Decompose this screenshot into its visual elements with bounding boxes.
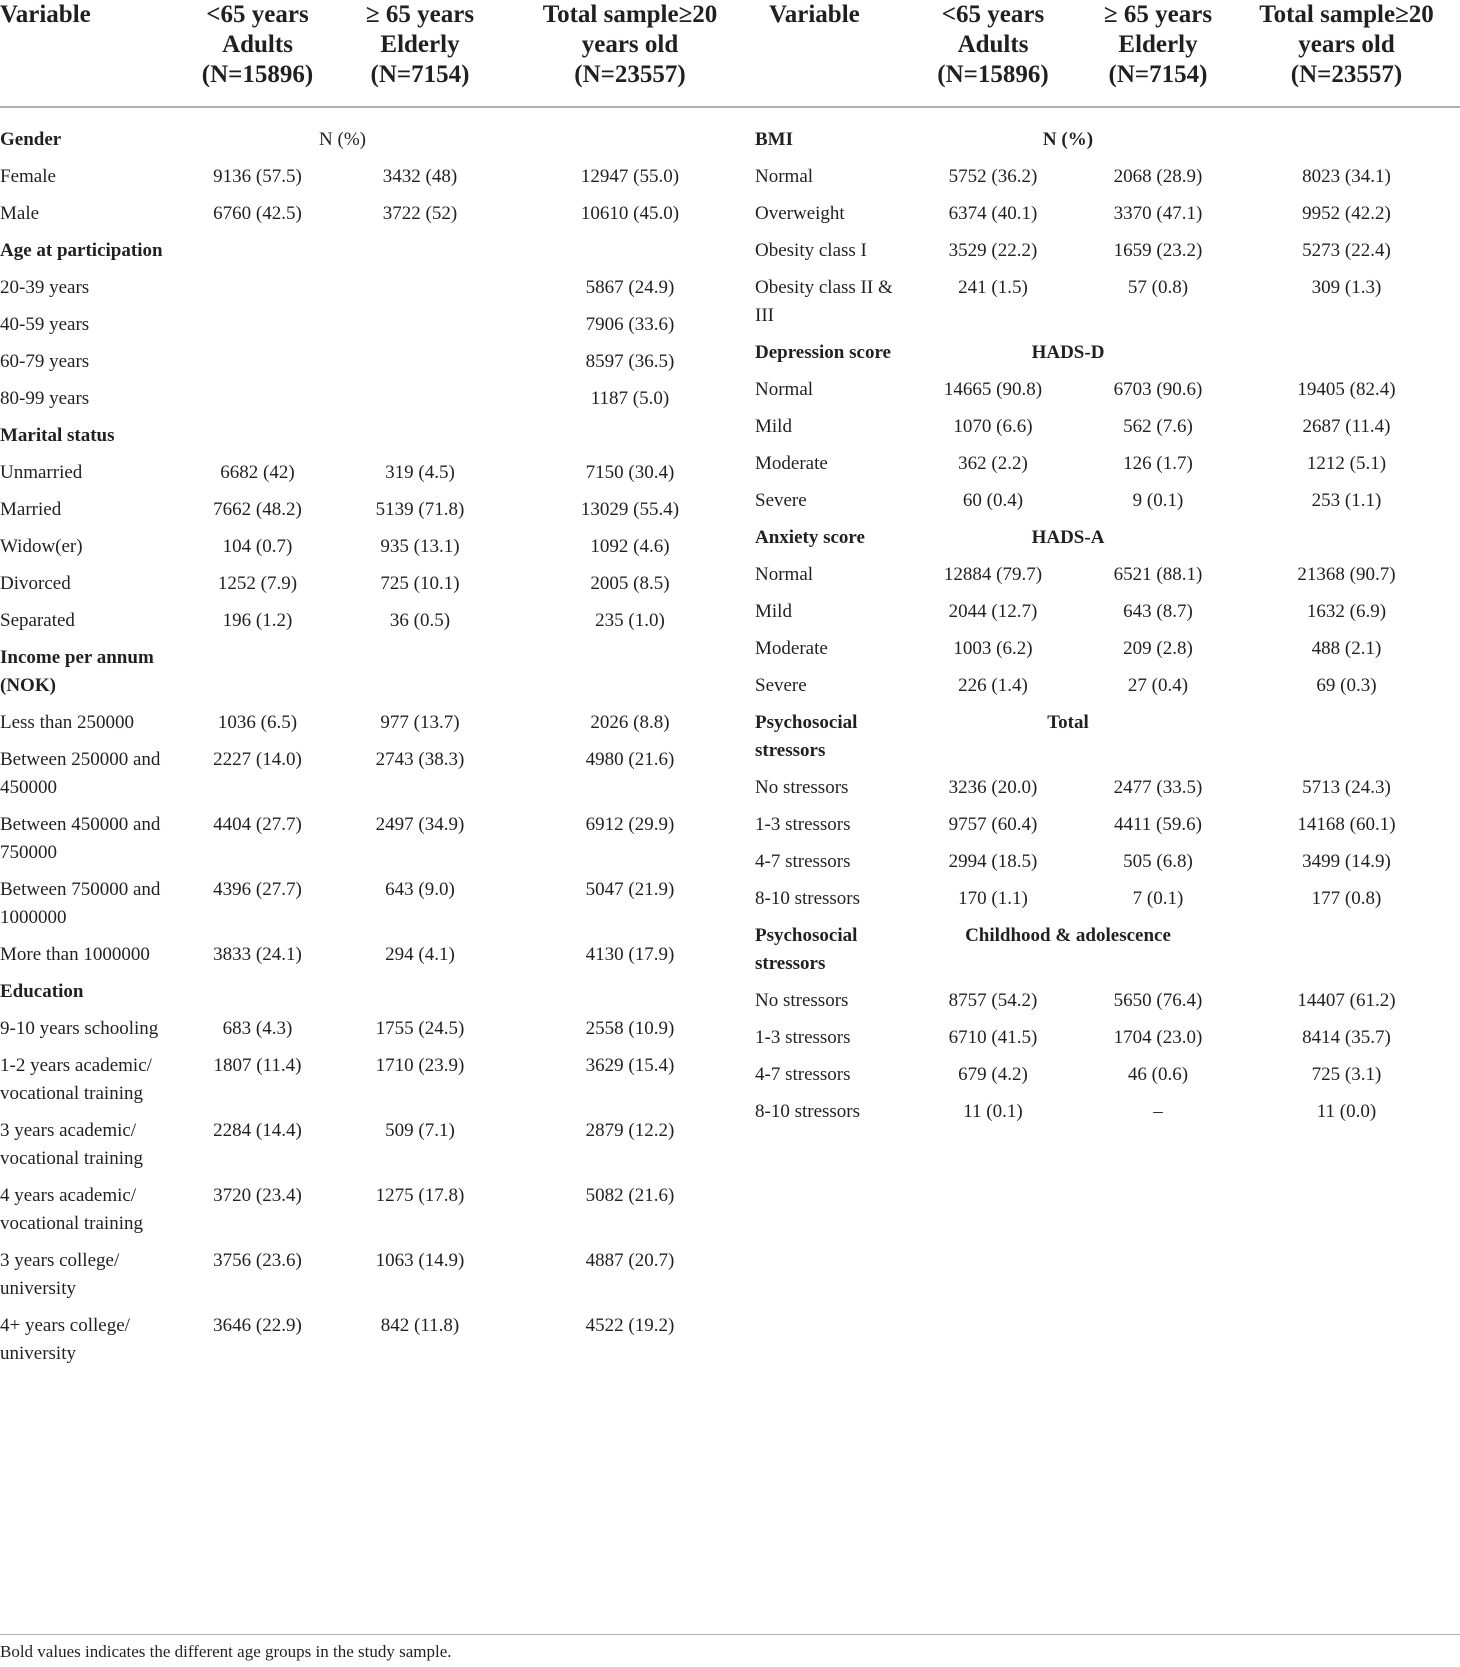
adults-value: 14665 (90.8) <box>943 379 1043 400</box>
elderly-value: 7 (0.1) <box>1132 888 1184 909</box>
row-label: Less than 250000 <box>0 712 135 733</box>
adults-value: 12884 (79.7) <box>943 564 1043 585</box>
row-label: 8-10 stressors <box>755 888 861 909</box>
section-measure-label: Total <box>1047 712 1089 733</box>
header-elderly <box>1083 0 1233 107</box>
table-row <box>755 631 1460 668</box>
total-value: 309 (1.3) <box>1311 277 1382 298</box>
section-label: Psychosocial stressors <box>755 925 858 974</box>
empty-cell <box>1233 520 1460 557</box>
section-label: BMI <box>755 129 793 150</box>
row-label: Married <box>0 499 62 520</box>
row-label: 3 years college/ university <box>0 1250 120 1299</box>
adults-value: 8757 (54.2) <box>948 990 1038 1011</box>
elderly-value: 1704 (23.0) <box>1113 1027 1203 1048</box>
header-elderly-line3: (N=7154) <box>1108 61 1208 88</box>
total-value: 2005 (8.5) <box>590 573 670 594</box>
total-value: 14168 (60.1) <box>1297 814 1396 835</box>
elderly-value: 643 (9.0) <box>385 879 455 900</box>
elderly-value: 505 (6.8) <box>1123 851 1193 872</box>
section-row <box>0 418 755 455</box>
table-row <box>755 233 1460 270</box>
section-measure-label: Childhood & adolescence <box>965 925 1171 946</box>
total-value: 4980 (21.6) <box>585 749 675 770</box>
elderly-value: 2068 (28.9) <box>1113 166 1203 187</box>
empty-cell <box>1233 107 1460 159</box>
row-label: 8-10 stressors <box>755 1101 861 1122</box>
row-label: Separated <box>0 610 75 631</box>
row-label: Unmarried <box>0 462 83 483</box>
adults-value: 6710 (41.5) <box>948 1027 1038 1048</box>
row-label: 1-3 stressors <box>755 1027 851 1048</box>
row-label: 4 years academic/ vocational training <box>0 1185 143 1234</box>
table-row <box>0 807 755 872</box>
section-row <box>755 107 1460 159</box>
total-value: 7150 (30.4) <box>585 462 675 483</box>
row-label: Widow(er) <box>0 536 83 557</box>
table-row <box>755 807 1460 844</box>
elderly-value: 2497 (34.9) <box>375 814 465 835</box>
table-row <box>0 603 755 640</box>
table-row <box>0 872 755 937</box>
total-value: 2687 (11.4) <box>1302 416 1391 437</box>
total-value: 8414 (35.7) <box>1302 1027 1391 1048</box>
elderly-value: 319 (4.5) <box>385 462 455 483</box>
total-value: 14407 (61.2) <box>1297 990 1396 1011</box>
adults-value <box>180 307 335 344</box>
table-row <box>755 881 1460 918</box>
table-row <box>0 307 755 344</box>
header-total-line2: years old <box>1298 31 1395 58</box>
total-value: 19405 (82.4) <box>1297 379 1396 400</box>
adults-value: 683 (4.3) <box>222 1018 293 1039</box>
total-value: 13029 (55.4) <box>580 499 680 520</box>
total-value: 8023 (34.1) <box>1302 166 1391 187</box>
adults-value: 1252 (7.9) <box>217 573 298 594</box>
adults-value: 1070 (6.6) <box>953 416 1033 437</box>
table-row <box>755 1094 1460 1131</box>
table-row <box>755 159 1460 196</box>
section-measure-label: HADS-A <box>1031 527 1105 548</box>
section-row <box>0 107 755 159</box>
adults-value: 362 (2.2) <box>958 453 1028 474</box>
empty-cell <box>505 233 755 270</box>
elderly-value: 36 (0.5) <box>389 610 451 631</box>
total-value: 4130 (17.9) <box>585 944 675 965</box>
section-measure-label <box>180 418 505 455</box>
elderly-value <box>335 270 505 307</box>
header-row <box>755 0 1460 107</box>
total-value: 1187 (5.0) <box>590 388 670 409</box>
elderly-value: 725 (10.1) <box>380 573 460 594</box>
elderly-value: 935 (13.1) <box>380 536 460 557</box>
elderly-value: 3370 (47.1) <box>1113 203 1203 224</box>
section-label: Age at participation <box>0 240 163 261</box>
table-row <box>0 196 755 233</box>
elderly-value: 6703 (90.6) <box>1113 379 1203 400</box>
adults-value: 3646 (22.9) <box>213 1315 302 1336</box>
row-label: Divorced <box>0 573 71 594</box>
elderly-value: 3432 (48) <box>382 166 458 187</box>
elderly-value: 294 (4.1) <box>385 944 455 965</box>
elderly-value: 977 (13.7) <box>380 712 460 733</box>
total-value: 5273 (22.4) <box>1302 240 1391 261</box>
total-value: 5713 (24.3) <box>1302 777 1391 798</box>
header-adults-line2: Adults <box>957 31 1029 58</box>
adults-value: 6760 (42.5) <box>213 203 302 224</box>
header-variable <box>0 0 180 107</box>
row-label: Mild <box>755 601 792 622</box>
table-row <box>755 668 1460 705</box>
total-value: 5867 (24.9) <box>585 277 675 298</box>
adults-value: 104 (0.7) <box>222 536 293 557</box>
adults-value: 3236 (20.0) <box>948 777 1038 798</box>
adults-value: 170 (1.1) <box>958 888 1028 909</box>
section-label: Income per annum (NOK) <box>0 647 154 696</box>
section-label: Psychosocial stressors <box>755 712 858 761</box>
adults-value: 196 (1.2) <box>222 610 293 631</box>
elderly-value: 1275 (17.8) <box>375 1185 465 1206</box>
table-right-half <box>755 0 1460 1131</box>
total-value: 8597 (36.5) <box>585 351 675 372</box>
total-value: 7906 (33.6) <box>585 314 675 335</box>
total-value: 11 (0.0) <box>1316 1101 1377 1122</box>
header-variable-text: Variable <box>769 1 860 28</box>
adults-value: 241 (1.5) <box>958 277 1028 298</box>
row-label: Mild <box>755 416 792 437</box>
adults-value: 2227 (14.0) <box>213 749 302 770</box>
row-label: Severe <box>755 675 807 696</box>
header-total-line3: (N=23557) <box>1290 61 1403 88</box>
header-adults-line1: <65 years <box>206 1 309 28</box>
adults-value: 4404 (27.7) <box>213 814 302 835</box>
elderly-value: 46 (0.6) <box>1127 1064 1189 1085</box>
adults-value: 2284 (14.4) <box>213 1120 302 1141</box>
empty-cell <box>505 107 755 159</box>
row-label: Normal <box>755 379 814 400</box>
table-row <box>0 455 755 492</box>
total-value: 177 (0.8) <box>1311 888 1382 909</box>
total-value: 2879 (12.2) <box>585 1120 675 1141</box>
elderly-value: 1063 (14.9) <box>375 1250 465 1271</box>
header-adults <box>180 0 335 107</box>
adults-value: 1036 (6.5) <box>217 712 298 733</box>
adults-value: 7662 (48.2) <box>213 499 302 520</box>
table-row <box>0 381 755 418</box>
adults-value <box>180 270 335 307</box>
table-left-half <box>0 0 755 1373</box>
row-label: 80-99 years <box>0 388 90 409</box>
row-label: 40-59 years <box>0 314 90 335</box>
total-value: 488 (2.1) <box>1311 638 1382 659</box>
row-label: 9-10 years schooling <box>0 1018 159 1039</box>
row-label: Normal <box>755 166 814 187</box>
row-label: Between 450000 and 750000 <box>0 814 161 863</box>
header-adults-line3: (N=15896) <box>937 61 1049 88</box>
elderly-value: 57 (0.8) <box>1127 277 1189 298</box>
section-measure-label: N (%) <box>1042 129 1094 150</box>
header-elderly-line1: ≥ 65 years <box>365 1 475 28</box>
header-elderly <box>335 0 505 107</box>
table-row <box>0 937 755 974</box>
adults-value: 1807 (11.4) <box>213 1055 302 1076</box>
table-row <box>755 1020 1460 1057</box>
table-row <box>755 446 1460 483</box>
elderly-value: 1755 (24.5) <box>375 1018 465 1039</box>
total-value: 3499 (14.9) <box>1302 851 1391 872</box>
table-row <box>0 1011 755 1048</box>
table-row <box>755 983 1460 1020</box>
row-label: 60-79 years <box>0 351 90 372</box>
table-row <box>755 770 1460 807</box>
section-row <box>0 233 755 270</box>
header-adults-line2: Adults <box>222 31 293 58</box>
adults-value: 60 (0.4) <box>962 490 1024 511</box>
elderly-value: 9 (0.1) <box>1132 490 1184 511</box>
elderly-value: 2743 (38.3) <box>375 749 465 770</box>
row-label: Normal <box>755 564 814 585</box>
total-value: 2026 (8.8) <box>590 712 670 733</box>
section-measure-label <box>180 640 505 705</box>
total-value: 4522 (19.2) <box>585 1315 675 1336</box>
empty-cell <box>1233 918 1460 983</box>
elderly-value: 842 (11.8) <box>380 1315 460 1336</box>
row-label: 4+ years college/ university <box>0 1315 130 1364</box>
total-value: 725 (3.1) <box>1311 1064 1382 1085</box>
table-row <box>0 1048 755 1113</box>
table-row <box>0 270 755 307</box>
empty-cell <box>1233 705 1460 770</box>
section-measure-label: N (%) <box>319 129 366 150</box>
adults-value: 2994 (18.5) <box>948 851 1038 872</box>
section-measure-label: HADS-D <box>1031 342 1105 363</box>
elderly-value: 5139 (71.8) <box>375 499 465 520</box>
empty-cell <box>505 418 755 455</box>
table-row <box>0 344 755 381</box>
right-table-body <box>755 107 1460 1131</box>
header-total-line1: Total sample≥20 <box>1259 1 1434 28</box>
adults-value: 6682 (42) <box>220 462 295 483</box>
table-row <box>0 159 755 196</box>
header-total <box>1233 0 1460 107</box>
table-row <box>0 1113 755 1178</box>
elderly-value: 2477 (33.5) <box>1113 777 1203 798</box>
section-row <box>755 918 1460 983</box>
elderly-value: 643 (8.7) <box>1123 601 1193 622</box>
adults-value: 3756 (23.6) <box>213 1250 302 1271</box>
total-value: 1632 (6.9) <box>1306 601 1387 622</box>
header-total-line1: Total sample≥20 <box>542 1 718 28</box>
row-label: 4-7 stressors <box>755 851 851 872</box>
adults-value: 5752 (36.2) <box>948 166 1038 187</box>
elderly-value: 126 (1.7) <box>1123 453 1193 474</box>
header-total-line3: (N=23557) <box>574 61 686 88</box>
total-value: 2558 (10.9) <box>585 1018 675 1039</box>
header-adults <box>903 0 1083 107</box>
elderly-value: 562 (7.6) <box>1123 416 1193 437</box>
elderly-value: 3722 (52) <box>382 203 458 224</box>
table-row <box>0 566 755 603</box>
table-row <box>0 742 755 807</box>
table-row <box>0 1178 755 1243</box>
total-value: 1212 (5.1) <box>1306 453 1387 474</box>
empty-cell <box>1233 335 1460 372</box>
left-table-body <box>0 107 755 1373</box>
section-measure-label <box>180 974 505 1011</box>
adults-value: 3720 (23.4) <box>213 1185 302 1206</box>
total-value: 10610 (45.0) <box>580 203 680 224</box>
row-label: 3 years academic/ vocational training <box>0 1120 143 1169</box>
header-elderly-line2: Elderly <box>380 31 460 58</box>
adults-value <box>180 381 335 418</box>
elderly-value: 1659 (23.2) <box>1113 240 1203 261</box>
row-label: 1-3 stressors <box>755 814 851 835</box>
header-variable-text: Variable <box>0 1 91 28</box>
header-variable <box>755 0 903 107</box>
section-measure-label <box>180 233 505 270</box>
table-row <box>755 483 1460 520</box>
row-label: Obesity class II & III <box>755 277 893 326</box>
table-row <box>755 270 1460 335</box>
table-row <box>755 844 1460 881</box>
table-row <box>0 705 755 742</box>
elderly-value: 509 (7.1) <box>385 1120 455 1141</box>
row-label: 1-2 years academic/ vocational training <box>0 1055 152 1104</box>
adults-value: 11 (0.1) <box>963 1101 1023 1122</box>
section-label: Anxiety score <box>755 527 865 548</box>
elderly-value: 6521 (88.1) <box>1113 564 1203 585</box>
elderly-value <box>335 381 505 418</box>
header-elderly-line2: Elderly <box>1118 31 1198 58</box>
header-total <box>505 0 755 107</box>
table-row <box>755 557 1460 594</box>
row-label: More than 1000000 <box>0 944 150 965</box>
section-label: Gender <box>0 129 62 150</box>
adults-value: 9757 (60.4) <box>948 814 1038 835</box>
header-adults-line3: (N=15896) <box>201 61 314 88</box>
table-row <box>755 1057 1460 1094</box>
adults-value: 1003 (6.2) <box>953 638 1033 659</box>
total-value: 9952 (42.2) <box>1302 203 1391 224</box>
adults-value: 2044 (12.7) <box>948 601 1038 622</box>
section-label: Education <box>0 981 84 1002</box>
row-label: Moderate <box>755 453 828 474</box>
section-row <box>755 520 1460 557</box>
elderly-value: 1710 (23.9) <box>375 1055 465 1076</box>
bottom-rule <box>0 1634 1460 1635</box>
total-value: 253 (1.1) <box>1311 490 1382 511</box>
row-label: Male <box>0 203 40 224</box>
header-row <box>0 0 755 107</box>
row-label: Between 250000 and 450000 <box>0 749 161 798</box>
row-label: 20-39 years <box>0 277 90 298</box>
adults-value: 679 (4.2) <box>958 1064 1028 1085</box>
row-label: No stressors <box>755 777 849 798</box>
total-value: 1092 (4.6) <box>590 536 670 557</box>
table-footnote: Bold values indicates the different age groups in the study sample. <box>0 1642 452 1661</box>
adults-value: 4396 (27.7) <box>213 879 302 900</box>
total-value: 4887 (20.7) <box>585 1250 675 1271</box>
total-value: 235 (1.0) <box>595 610 665 631</box>
elderly-value: 5650 (76.4) <box>1113 990 1203 1011</box>
total-value: 12947 (55.0) <box>580 166 680 187</box>
adults-value: 3529 (22.2) <box>948 240 1038 261</box>
table-row <box>0 1243 755 1308</box>
adults-value: 226 (1.4) <box>958 675 1028 696</box>
row-label: Severe <box>755 490 807 511</box>
table-row <box>0 1308 755 1373</box>
total-value: 6912 (29.9) <box>585 814 675 835</box>
empty-cell <box>505 974 755 1011</box>
header-elderly-line1: ≥ 65 years <box>1103 1 1213 28</box>
section-row <box>0 974 755 1011</box>
section-row <box>755 335 1460 372</box>
total-value: 69 (0.3) <box>1316 675 1377 696</box>
table-row <box>755 196 1460 233</box>
table-row <box>0 492 755 529</box>
table-row <box>755 594 1460 631</box>
table-row <box>0 529 755 566</box>
header-total-line2: years old <box>581 31 679 58</box>
total-value: 3629 (15.4) <box>585 1055 675 1076</box>
elderly-value: 209 (2.8) <box>1123 638 1193 659</box>
row-label: No stressors <box>755 990 849 1011</box>
section-row <box>0 640 755 705</box>
header-elderly-line3: (N=7154) <box>370 61 470 88</box>
row-label: 4-7 stressors <box>755 1064 851 1085</box>
elderly-value: 27 (0.4) <box>1127 675 1189 696</box>
adults-value: 9136 (57.5) <box>213 166 302 187</box>
row-label: Between 750000 and 1000000 <box>0 879 161 928</box>
row-label: Obesity class I <box>755 240 867 261</box>
row-label: Overweight <box>755 203 845 224</box>
header-adults-line1: <65 years <box>941 1 1045 28</box>
section-label: Depression score <box>755 342 891 363</box>
total-value: 5082 (21.6) <box>585 1185 675 1206</box>
row-label: Moderate <box>755 638 828 659</box>
elderly-value <box>335 307 505 344</box>
total-value: 21368 (90.7) <box>1297 564 1396 585</box>
table-row <box>755 409 1460 446</box>
total-value: 5047 (21.9) <box>585 879 675 900</box>
section-label: Marital status <box>0 425 115 446</box>
row-label: Female <box>0 166 56 187</box>
elderly-value <box>335 344 505 381</box>
adults-value: 3833 (24.1) <box>213 944 302 965</box>
elderly-value: 4411 (59.6) <box>1114 814 1202 835</box>
adults-value <box>180 344 335 381</box>
table-row <box>755 372 1460 409</box>
empty-cell <box>505 640 755 705</box>
section-row <box>755 705 1460 770</box>
elderly-value: – <box>1153 1101 1163 1122</box>
adults-value: 6374 (40.1) <box>948 203 1038 224</box>
